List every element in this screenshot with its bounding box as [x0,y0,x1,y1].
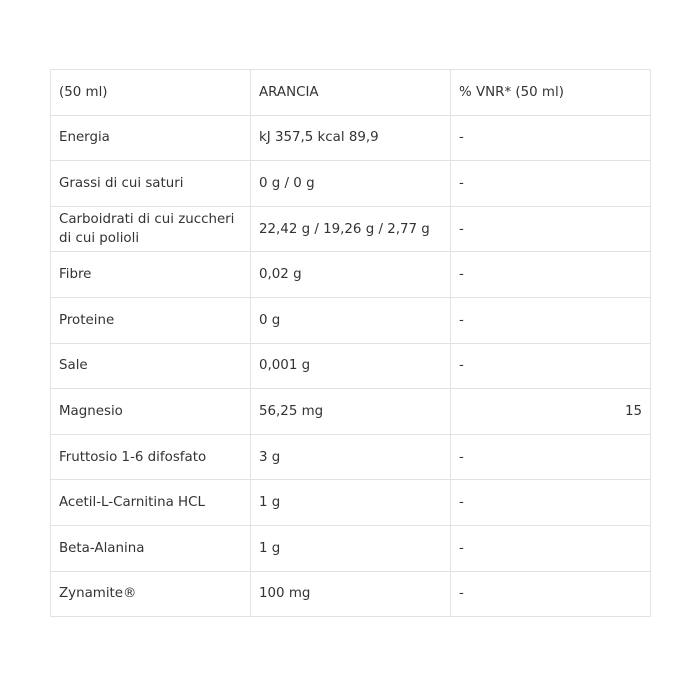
nutrient-cell: Acetil-L-Carnitina HCL [51,480,251,526]
header-cell-vnr: % VNR* (50 ml) [451,70,651,116]
table-row [51,206,651,252]
nutrient-cell: Grassi di cui saturi [51,161,251,207]
value-cell: 0 g / 0 g [251,161,451,207]
table-row [51,343,651,389]
value-cell: 1 g [251,480,451,526]
table-row [51,571,651,617]
table-header-row [51,70,651,116]
value-cell: 0,02 g [251,252,451,298]
vnr-cell: - [451,206,651,252]
vnr-cell: - [451,434,651,480]
nutrient-cell: Sale [51,343,251,389]
nutrient-cell: Energia [51,115,251,161]
value-cell: 3 g [251,434,451,480]
nutrition-table [50,69,651,617]
table-row [51,252,651,298]
table-row [51,161,651,207]
value-cell: 22,42 g / 19,26 g / 2,77 g [251,206,451,252]
nutrient-cell: Carboidrati di cui zuccheri di cui polioli [51,206,251,252]
nutrient-cell: Fibre [51,252,251,298]
vnr-cell: - [451,525,651,571]
value-cell: 0,001 g [251,343,451,389]
table-row [51,115,651,161]
header-cell-flavor: ARANCIA [251,70,451,116]
vnr-cell: - [451,343,651,389]
header-cell-serving: (50 ml) [51,70,251,116]
nutrient-cell: Zynamite® [51,571,251,617]
table-row [51,480,651,526]
value-cell: 100 mg [251,571,451,617]
value-cell: 1 g [251,525,451,571]
table-row [51,389,651,435]
value-cell: 56,25 mg [251,389,451,435]
table-row [51,525,651,571]
value-cell: kJ 357,5 kcal 89,9 [251,115,451,161]
nutrient-cell: Beta-Alanina [51,525,251,571]
table-row [51,434,651,480]
value-cell: 0 g [251,297,451,343]
nutrient-cell: Fruttosio 1-6 difosfato [51,434,251,480]
nutrient-cell: Proteine [51,297,251,343]
vnr-cell: - [451,480,651,526]
vnr-cell: - [451,115,651,161]
vnr-cell: - [451,161,651,207]
vnr-cell: - [451,297,651,343]
vnr-cell: - [451,571,651,617]
table-row [51,297,651,343]
vnr-cell: - [451,252,651,298]
nutrient-cell: Magnesio [51,389,251,435]
vnr-cell: 15 [451,389,651,435]
